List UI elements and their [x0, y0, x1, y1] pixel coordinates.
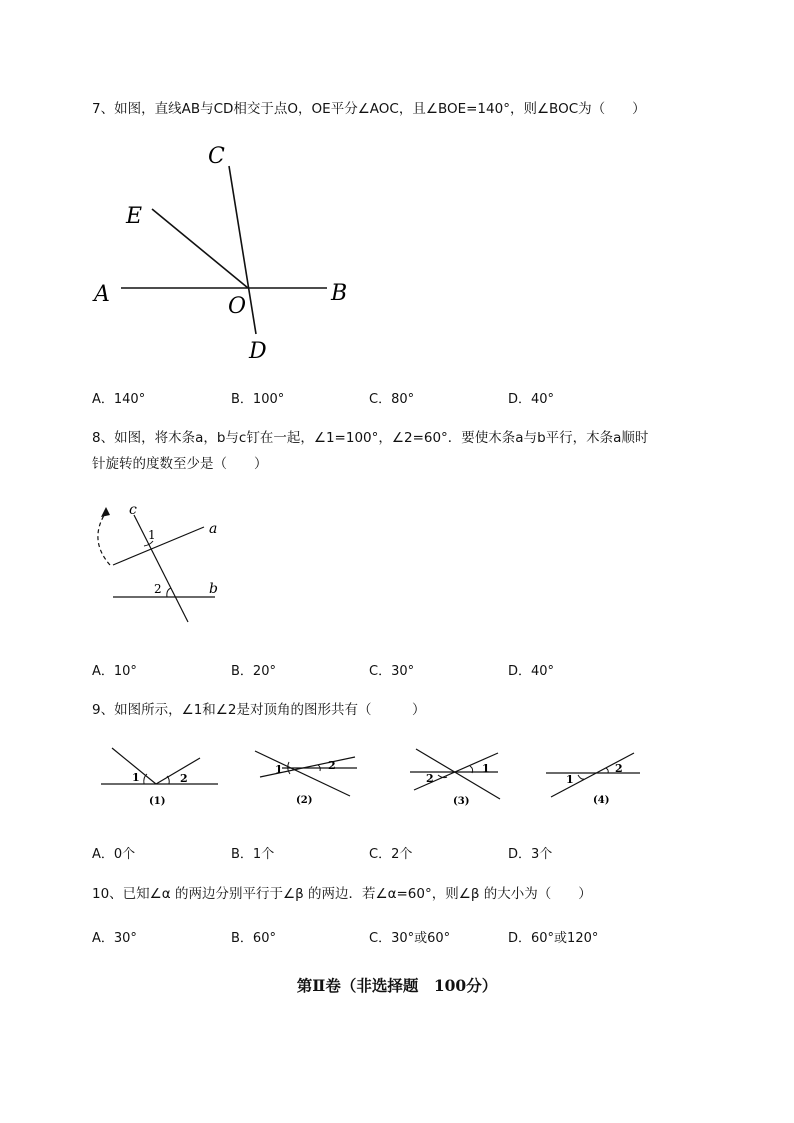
label-o: O: [228, 294, 247, 319]
q7-option-a: A．140°: [92, 392, 146, 407]
angle1-label: 1: [148, 528, 156, 542]
q8-stem-line2: 针旋转的度数至少是（ ）: [92, 456, 268, 472]
label-a: a: [209, 521, 218, 537]
label-c: c: [129, 502, 137, 518]
q7-option-d: D．40°: [508, 392, 555, 407]
q9-option-b: B．1个: [231, 847, 275, 862]
q7-stem: 7、如图，直线AB与CD相交于点O，OE平分∠AOC，且∠BOE=140°，则∠BOC为（ ）: [92, 101, 646, 117]
q9-fig1-angle2: 2: [180, 772, 188, 785]
label-b: B: [331, 281, 348, 306]
q9-figure-2: [255, 751, 357, 806]
q8-option-d: D．40°: [508, 664, 555, 679]
rotation-arrowhead: [101, 507, 110, 517]
q7-option-b: B．100°: [231, 392, 285, 407]
label-b: b: [209, 581, 218, 597]
q9-figure-4: [546, 753, 640, 806]
label-e: E: [126, 204, 143, 229]
angle2-label: 2: [154, 582, 162, 596]
q9-option-a: A．0个: [92, 847, 136, 862]
q9-figure-3: [410, 749, 500, 807]
angle2-arc: [167, 588, 171, 597]
q8-figure: [98, 502, 218, 622]
q9-fig1-angle1: 1: [132, 771, 140, 784]
q9-fig4-caption: (4): [593, 795, 610, 806]
ray-oe: [152, 209, 248, 288]
q9-fig3-angle2: 2: [426, 772, 434, 785]
q9-fig2-angle1: 1: [275, 763, 283, 776]
q9-stem: 9、如图所示，∠1和∠2是对顶角的图形共有（ ）: [92, 702, 426, 718]
q9-option-c: C．2个: [369, 847, 413, 862]
q10-option-b: B．60°: [231, 931, 276, 946]
line-a: [113, 527, 204, 565]
q9-fig2-caption: (2): [296, 795, 313, 806]
q9-fig3-angle1: 1: [482, 762, 490, 775]
q10-stem: 10、已知∠α 的两边分别平行于∠β 的两边．若∠α=60°，则∠β 的大小为（ ）: [92, 886, 592, 902]
q9-option-d: D．3个: [508, 847, 553, 862]
q8-stem-line1: 8、如图，将木条a，b与c钉在一起，∠1=100°，∠2=60°．要使木条a与b平行，木条a顺时: [92, 430, 649, 446]
q7-option-c: C．80°: [369, 392, 415, 407]
label-d: D: [249, 339, 267, 364]
q9-fig4-angle2: 2: [615, 762, 623, 775]
q9-figure-1: [101, 748, 218, 807]
section-title: 第Ⅱ卷（非选择题 100分）: [296, 976, 498, 995]
q9-fig3-caption: (3): [453, 796, 470, 807]
q8-option-b: B．20°: [231, 664, 276, 679]
q10-option-a: A．30°: [92, 931, 137, 946]
line-c: [134, 515, 188, 622]
q9-fig4-angle1: 1: [566, 773, 574, 786]
q9-fig1-caption: (1): [149, 796, 166, 807]
q9-fig2-angle2: 2: [328, 759, 336, 772]
q10-option-c: C．30°或60°: [369, 931, 451, 946]
q10-option-d: D．60°或120°: [508, 931, 599, 946]
q7-figure: [92, 144, 347, 364]
q8-option-c: C．30°: [369, 664, 415, 679]
label-a: A: [94, 282, 110, 307]
q8-option-a: A．10°: [92, 664, 137, 679]
rotation-arrow-arc: [98, 512, 110, 565]
label-c: C: [208, 144, 225, 169]
